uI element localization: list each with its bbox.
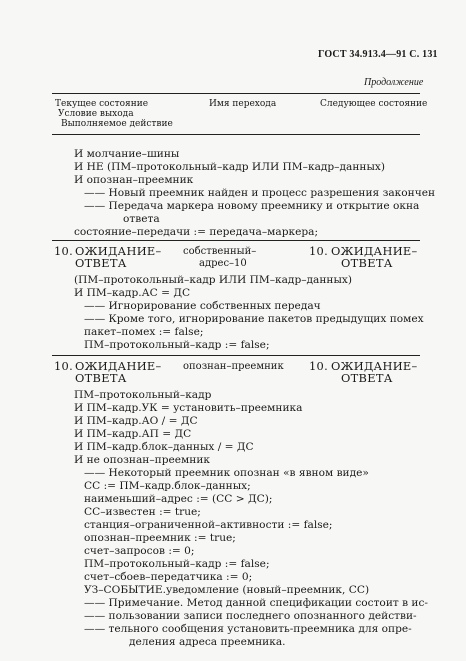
block3-event: опознан–преемник bbox=[183, 361, 284, 372]
block3-line: наименьший–адрес := (СС > ДС); bbox=[84, 493, 273, 505]
table-top-rule bbox=[52, 93, 420, 94]
col-action: Выполняемое действие bbox=[61, 119, 173, 129]
block2-state-num: 10. bbox=[54, 244, 74, 258]
block2-next-line1: ОЖИДАНИЕ– bbox=[331, 244, 418, 258]
block2-line: (ПМ–протокольный–кадр ИЛИ ПМ–кадр–данных) bbox=[74, 274, 353, 286]
block1-line: —— Передача маркера новому преемнику и открытие окна bbox=[84, 200, 420, 212]
block3-line: СС–известен := true; bbox=[84, 506, 201, 518]
block1-line: —— Новый преемник найден и процесс разрешения закончен bbox=[84, 187, 436, 199]
block3-line: И не опознан–преемник bbox=[74, 454, 210, 466]
block3-next-line1: ОЖИДАНИЕ– bbox=[331, 359, 418, 373]
block3-state-num: 10. bbox=[54, 359, 74, 373]
block2-line: ПМ–протокольный–кадр := false; bbox=[84, 339, 270, 351]
block1-line: И молчание–шины bbox=[74, 148, 180, 160]
block1-line: ответа bbox=[123, 213, 160, 225]
block2-bottom-rule bbox=[52, 355, 420, 356]
block3-line: И ПМ–кадр.АП = ДС bbox=[74, 428, 192, 440]
block2-event-line2: адрес–10 bbox=[199, 258, 247, 269]
block3-line: счет–сбоев–передатчика := 0; bbox=[84, 571, 253, 583]
block2-state-line1: ОЖИДАНИЕ– bbox=[75, 244, 162, 258]
block3-line: —— Некоторый преемник опознан «в явном виде» bbox=[84, 467, 369, 479]
table-header-rule bbox=[52, 134, 420, 135]
block2-line: —— Игнорирование собственных передач bbox=[84, 300, 321, 312]
block3-line: СС := ПМ–кадр.блок–данных; bbox=[84, 480, 251, 492]
block1-line: И НЕ (ПМ–протокольный–кадр ИЛИ ПМ–кадр–данных) bbox=[74, 161, 385, 173]
block3-state-line1: ОЖИДАНИЕ– bbox=[75, 359, 162, 373]
col-exit-condition: Условие выхода bbox=[58, 109, 134, 119]
col-next-state: Следующее состояние bbox=[320, 99, 428, 109]
col-current-state: Текущее состояние bbox=[55, 99, 149, 109]
block3-line: ПМ–протокольный–кадр bbox=[74, 389, 212, 401]
block1-line: И опознан–преемник bbox=[74, 174, 194, 186]
block3-line: —— Примечание. Метод данной спецификации состоит в ис- bbox=[84, 597, 429, 609]
block3-line: УЗ–СОБЫТИЕ.уведомление (новый–преемник, СС) bbox=[84, 584, 370, 596]
block3-next-num: 10. bbox=[309, 359, 329, 373]
block3-line: И ПМ–кадр.УК = установить–преемника bbox=[74, 402, 303, 414]
continuation-label: Продолжение bbox=[364, 77, 424, 88]
doc-code: ГОСТ 34.913.4—91 С. 131 bbox=[318, 49, 438, 60]
block3-line: —— тельного сообщения установить-преемника для опре- bbox=[84, 623, 412, 635]
block1-bottom-rule bbox=[52, 240, 420, 241]
block2-next-num: 10. bbox=[309, 244, 329, 258]
block3-next-line2: ОТВЕТА bbox=[341, 371, 393, 385]
block3-line: И ПМ–кадр.АО / = ДС bbox=[74, 415, 198, 427]
block3-line: И ПМ–кадр.блок–данных / = ДС bbox=[74, 441, 254, 453]
block2-line: И ПМ–кадр.АС = ДС bbox=[74, 287, 191, 299]
block2-line: —— Кроме того, игнорирование пакетов предыдущих помех bbox=[84, 313, 424, 325]
block3-line: опознан–преемник := true; bbox=[84, 532, 236, 544]
block2-next-line2: ОТВЕТА bbox=[341, 256, 393, 270]
block3-line: счет–запросов := 0; bbox=[84, 545, 195, 557]
block1-line: состояние–передачи := передача–маркера; bbox=[74, 226, 319, 238]
block3-line: деления адреса преемника. bbox=[129, 636, 286, 648]
block2-state-line2: ОТВЕТА bbox=[75, 256, 127, 270]
block3-line: ПМ–протокольный–кадр := false; bbox=[84, 558, 270, 570]
block2-event-line1: собственный– bbox=[183, 246, 257, 257]
block3-state-line2: ОТВЕТА bbox=[75, 371, 127, 385]
block2-line: пакет–помех := false; bbox=[84, 326, 204, 338]
block3-line: —— пользовании записи последнего опознанного действи- bbox=[84, 610, 417, 622]
block3-line: станция–ограниченной–активности := false; bbox=[84, 519, 333, 531]
col-transition-name: Имя перехода bbox=[209, 99, 277, 109]
